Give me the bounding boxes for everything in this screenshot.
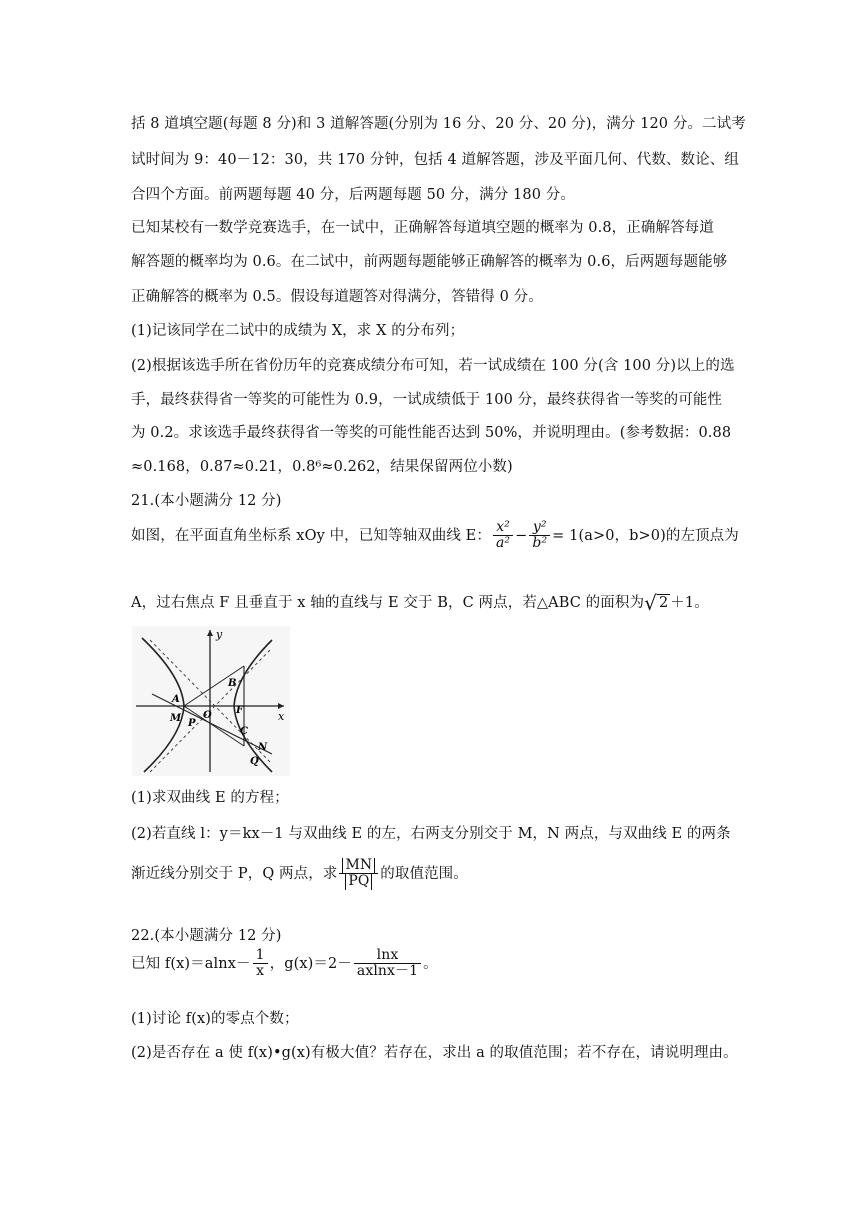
label-m: M xyxy=(170,713,182,724)
fraction-1-over-x xyxy=(253,948,268,980)
minus-sign: − xyxy=(515,527,528,544)
label-a: A xyxy=(172,694,180,705)
numerator: 1 xyxy=(253,948,268,964)
intro-line-2: 试时间为 9：40－12：30，共 170 分钟，包括 4 道解答题，涉及平面几何、代数、数论、组 xyxy=(131,152,739,168)
statement-text: 已知 f(x)＝alnx－ xyxy=(131,955,251,972)
label-b: B xyxy=(228,678,237,689)
intro-line-5: 解答题的概率均为 0.6。在二试中，前两题每题能够正确解答的概率为 0.6，后两题每题能够 xyxy=(131,254,728,270)
sqrt-sign: √ xyxy=(644,591,657,615)
label-n: N xyxy=(258,742,268,753)
label-x: x xyxy=(278,710,285,723)
denominator xyxy=(339,874,378,889)
problem-21-statement-line-2 xyxy=(131,591,709,615)
numerator: x² xyxy=(493,520,513,536)
denominator: x xyxy=(256,963,265,980)
problem-22-part-2: (2)是否存在 a 使 f(x)•g(x)有极大值？若存在，求出 a 的取值范围；若不存在，请说明理由。 xyxy=(131,1045,738,1061)
statement-text: A，过右焦点 F 且垂直于 x 轴的直线与 E 交于 B，C 两点，若△ABC 的面积为 xyxy=(131,595,645,611)
statement-text: (a>0，b>0)的左顶点为 xyxy=(578,527,739,544)
problem-21-part-2-line-2 xyxy=(131,858,468,890)
statement-text: 如图，在平面直角坐标系 xOy 中，已知等轴双曲线 E： xyxy=(131,527,491,544)
problem-21-part-2-line-1: (2)若直线 l：y＝kx－1 与双曲线 E 的左，右两支分别交于 M，N 两点，与双曲线 E 的两条 xyxy=(131,826,731,842)
denominator: a² xyxy=(495,535,511,552)
problem-21-title: 21.(本小题满分 12 分) xyxy=(131,493,282,509)
radicand: 2 xyxy=(658,595,669,611)
statement-text: 渐近线分别交于 P，Q 两点，求 xyxy=(131,865,338,882)
problem-22-title: 22.(本小题满分 12 分) xyxy=(131,928,282,944)
question-20-part-2-line-3: 为 0.2。求该选手最终获得省一等奖的可能性能否达到 50%，并说明理由。(参考数据：0.88 xyxy=(131,425,732,441)
figure-background xyxy=(132,626,290,776)
intro-line-1: 括 8 道填空题(每题 8 分)和 3 道解答题(分别为 16 分、20 分、20 分)，满分 120 分。二试考 xyxy=(131,116,746,132)
denominator: b² xyxy=(532,535,548,552)
abs-mn: MN xyxy=(342,858,375,873)
label-c: C xyxy=(240,726,248,737)
statement-text: 。 xyxy=(423,955,438,972)
problem-21-part-1: (1)求双曲线 E 的方程； xyxy=(131,790,289,806)
equals-one: = 1 xyxy=(552,527,579,544)
question-20-part-1: (1)记该同学在二试中的成绩为 X，求 X 的分布列； xyxy=(131,323,465,339)
numerator: y² xyxy=(529,520,550,536)
label-f: F xyxy=(236,705,244,716)
problem-22-statement xyxy=(131,948,438,980)
statement-text: ，g(x)＝2－ xyxy=(269,955,352,972)
fraction-lnx xyxy=(354,948,421,980)
intro-line-4: 已知某校有一数学竞赛选手，在一试中，正确解答每道填空题的概率为 0.8，正确解答每道 xyxy=(131,220,714,236)
problem-21-statement-line-1 xyxy=(131,520,739,552)
fraction-y2-b2 xyxy=(529,520,550,552)
label-o: O xyxy=(203,710,212,721)
question-20-part-2-line-2: 手，最终获得省一等奖的可能性为 0.9，一试成绩低于 100 分，最终获得省一等奖的可能性 xyxy=(131,392,723,408)
label-q: Q xyxy=(250,756,259,767)
question-20-part-2-line-4: ≈0.168，0.87≈0.21，0.8⁶≈0.262，结果保留两位小数) xyxy=(131,459,513,475)
statement-text: ＋1。 xyxy=(670,595,709,611)
abs-pq: PQ xyxy=(345,874,372,889)
ratio-mn-pq xyxy=(339,858,378,890)
intro-line-3: 合四个方面。前两题每题 40 分，后两题每题 50 分，满分 180 分。 xyxy=(131,187,575,203)
label-p: P xyxy=(188,718,196,729)
fraction-x2-a2 xyxy=(493,520,513,552)
statement-text: 的取值范围。 xyxy=(380,865,468,882)
numerator xyxy=(339,858,378,874)
denominator: axlnx－1 xyxy=(356,963,419,980)
numerator: lnx xyxy=(354,948,421,964)
problem-22-part-1: (1)讨论 f(x)的零点个数； xyxy=(131,1011,299,1027)
question-20-part-2-line-1: (2)根据该选手所在省份历年的竞赛成绩分布可知，若一试成绩在 100 分(含 100 分)以上的选 xyxy=(131,358,735,374)
label-y: y xyxy=(216,628,223,641)
hyperbola-figure xyxy=(132,626,290,776)
intro-line-6: 正确解答的概率为 0.5。假设每道题答对得满分，答错得 0 分。 xyxy=(131,289,543,305)
